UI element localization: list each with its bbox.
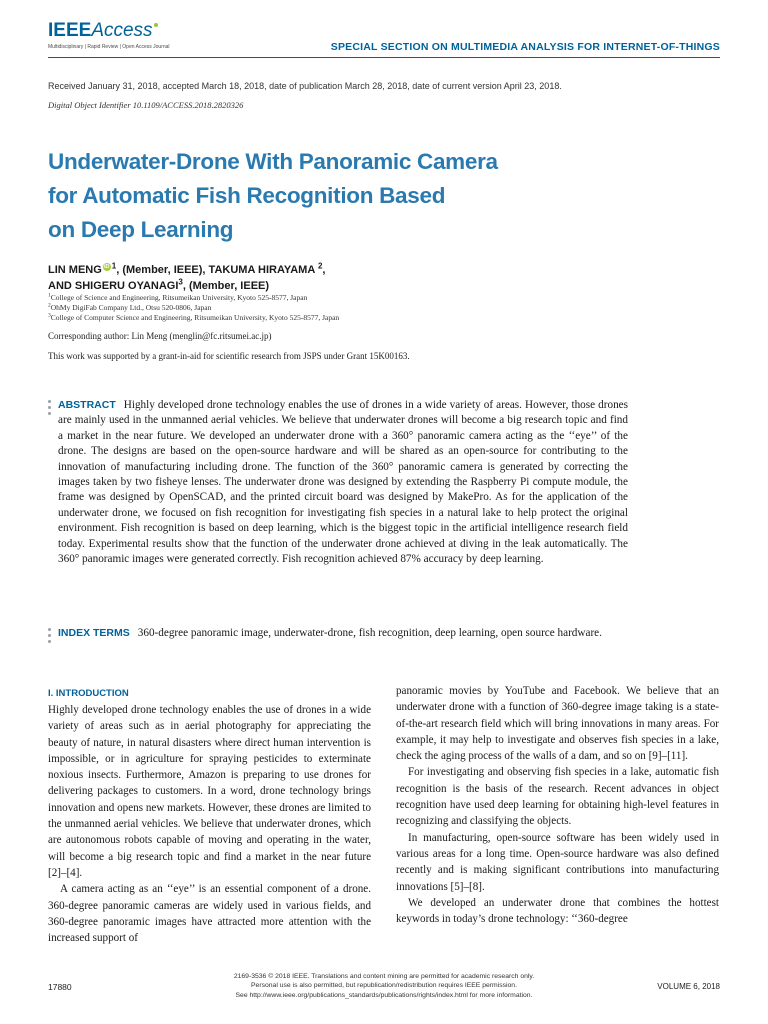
corresponding-author: Corresponding author: Lin Meng (menglin@fc.ritsumei.ac.jp)	[48, 331, 272, 341]
title-line: Underwater-Drone With Panoramic Camera	[48, 149, 498, 174]
body-paragraph: In manufacturing, open-source software has been widely used in various areas for a long time. Open-source hardware was also defined recently and is making significant contributions into manufacturing innovations [5]–[8].	[396, 831, 719, 893]
logo-dot-icon	[154, 23, 158, 27]
index-terms-text: 360-degree panoramic image, underwater-drone, fish recognition, deep learning, open source hardware.	[137, 627, 602, 639]
abstract-dots-icon	[48, 400, 51, 418]
paper-title	[48, 145, 648, 247]
copyright-line: 2169-3536 © 2018 IEEE. Translations and content mining are permitted for academic research only.	[233, 973, 535, 980]
ieee-access-logo	[48, 20, 228, 56]
abstract-text: Highly developed drone technology enables the use of drones in a wide variety of areas. However, those drones are mainly used in the unmanned aerial vehicles. We believe that underwater drones will become a big research topic and find a market in the near future. We developed an underwater drone with a 360° panoramic camera acting as the ‘‘eye’’ of the drone. The designs are based on the open-source hardware and will be shared as an open-source for contributing to the innovation of manufacturing including drone. The function of the 360° panoramic camera is generated by correcting the images taken by two fisheye lenses. The underwater drone was designed by extending the Raspberry Pi compute module, the frame was designed by OpenSCAD, and the printed circuit board was designed by MakePro. As for the application of the underwater drone, we focused on fish recognition for investigating fish species in a natural lake to help protect the original environment. Fish recognition is based on deep learning, which is the biggest topic in the artificial intelligence research field today. Experimental results show that the function of the underwater drone achieved at diving in the leak automatically. The 360° panoramic images were generated correctly. Fish recognition achieved 87% accuracy by deep learning.	[58, 399, 628, 566]
body-paragraph: We developed an underwater drone that combines the hottest keywords in today’s drone technology: ‘‘360-degree	[396, 896, 719, 926]
funding-note: This work was supported by a grant-in-aid for scientific research from JSPS under Grant 15K00163.	[48, 351, 410, 361]
author-role: , (Member, IEEE)	[182, 280, 270, 292]
received-dates: Received January 31, 2018, accepted March 18, 2018, date of publication March 28, 2018, date of current version April 23, 2018.	[48, 81, 562, 91]
special-section-label: SPECIAL SECTION ON MULTIMEDIA ANALYSIS FOR INTERNET-OF-THINGS	[330, 41, 720, 53]
volume-label: VOLUME 6, 2018	[657, 982, 720, 991]
author-name: LIN MENG	[48, 264, 102, 276]
body-column-right	[396, 683, 719, 927]
body-column-left	[48, 686, 371, 946]
author-name: TAKUMA HIRAYAMA	[208, 264, 315, 276]
affiliation-line: $^2$OhMy DigiFab Company Ltd., Otsu 520-0806, Japan	[48, 302, 212, 312]
title-line: for Automatic Fish Recognition Based	[48, 183, 446, 208]
affiliation-line: $^1$College of Science and Engineering, Ritsumeikan University, Kyoto 525-8577, Japan	[48, 292, 308, 302]
header-rule	[48, 57, 720, 58]
doi-line: Digital Object Identifier 10.1109/ACCESS.2018.2820326	[48, 100, 244, 110]
author-name: AND SHIGERU OYANAGI	[48, 280, 179, 292]
index-terms-dots-icon	[48, 628, 51, 646]
affiliation-marker: 3	[178, 277, 183, 287]
index-terms	[58, 626, 628, 641]
body-paragraph: Highly developed drone technology enables the use of drones in a wide variety of areas such as in aerial photography for appreciating the beauty of nature, in natural disasters where direct human intervention is impossible, or in agriculture for spraying pesticides to exterminate noxious insects. Furthermore, Amazon is preparing to use drones for delivering packages to customers. In a word, drone technology brings innovation and opens new markets. However, these drones are limited to the unmanned aerial vehicles. We believe that underwater drones, which are autonomous robots capable of moving and operating in the water, will become a big research topic and find a market in the near future [2]–[4].	[48, 704, 371, 879]
affiliation-line: $^3$College of Computer Science and Engineering, Ritsumeikan University, Kyoto 525-8577, Japan	[48, 312, 340, 322]
copyright-notice	[180, 972, 588, 1000]
title-line: on Deep Learning	[48, 217, 234, 242]
logo-tagline: Multidisciplinary | Rapid Review | Open Access Journal	[48, 44, 170, 50]
logo-ieee-text: IEEE	[48, 20, 92, 41]
abstract-label: ABSTRACT	[58, 399, 116, 411]
affiliations	[48, 293, 339, 323]
author-list	[48, 262, 325, 294]
page-number: 17880	[48, 982, 72, 992]
body-paragraph: For investigating and observing fish species in a lake, automatic fish recognition is the basis of the research. Recent advances in object recognition have used deep learning for obtaining high-level features in recognizing and classifying the objects.	[396, 766, 719, 828]
orcid-icon[interactable]: iD	[104, 264, 110, 270]
copyright-line: Personal use is also permitted, but republication/redistribution requires IEEE permission.	[251, 982, 517, 990]
copyright-line[interactable]: See http://www.ieee.org/publications_standards/publications/rights/index.html for more information.	[235, 991, 533, 999]
abstract	[58, 398, 628, 567]
body-paragraph: panoramic movies by YouTube and Facebook. We believe that an underwater drone with a function of 360-degree image taking is a state-of-the-art research field which will bring innovations in many areas. For example, it may help to investigate and observes fish species in a lake, check the aging process of the walls of a dam, and so on [9]–[11].	[396, 685, 719, 763]
logo-access-text: Access	[91, 20, 153, 41]
author-separator: ,	[322, 264, 326, 276]
affiliation-marker: 1	[111, 261, 117, 271]
affiliation-marker: 2	[317, 261, 323, 271]
section-heading: I. INTRODUCTION	[48, 688, 129, 699]
body-paragraph: A camera acting as an ‘‘eye’’ is an essential component of a drone. 360-degree panoramic cameras are widely used in various fields, and 360-degree panoramic images have attracted more attention with the increased support of	[48, 883, 371, 945]
index-terms-label: INDEX TERMS	[58, 627, 130, 639]
author-role: , (Member, IEEE),	[116, 264, 209, 276]
